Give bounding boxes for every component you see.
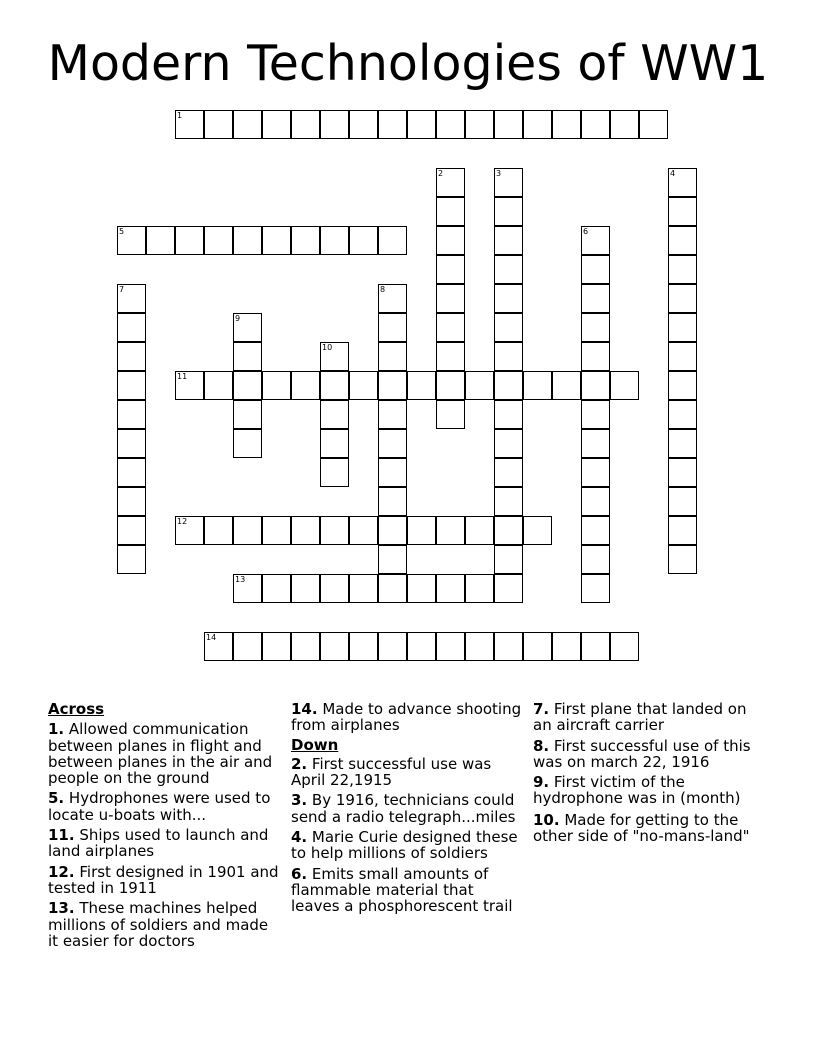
grid-cell[interactable] — [262, 632, 291, 661]
across-header: Across — [48, 700, 105, 718]
clue-down-6 — [291, 866, 523, 915]
cell-number: 13 — [235, 575, 246, 584]
cell-number: 11 — [177, 372, 188, 381]
clue-across-13 — [48, 900, 280, 949]
grid-cell[interactable] — [378, 284, 407, 313]
clue-text: Made to advance shooting from airplanes — [291, 700, 522, 735]
clue-number: 6. — [291, 864, 308, 883]
grid-cell[interactable] — [349, 371, 378, 400]
grid-cell[interactable] — [610, 632, 639, 661]
grid-cell[interactable] — [581, 545, 610, 574]
grid-cell[interactable] — [117, 458, 146, 487]
grid-cell[interactable] — [465, 574, 494, 603]
grid-cell[interactable] — [291, 226, 320, 255]
grid-cell[interactable] — [204, 516, 233, 545]
grid-cell[interactable] — [465, 371, 494, 400]
grid-cell[interactable] — [407, 632, 436, 661]
grid-cell[interactable] — [233, 110, 262, 139]
clue-down-7 — [533, 701, 765, 734]
grid-cell[interactable] — [407, 371, 436, 400]
grid-cell[interactable] — [668, 516, 697, 545]
grid-cell[interactable] — [320, 342, 349, 371]
grid-cell[interactable] — [233, 429, 262, 458]
grid-cell[interactable] — [407, 110, 436, 139]
grid-cell[interactable] — [320, 632, 349, 661]
clue-down-9 — [533, 774, 765, 807]
grid-cell[interactable] — [581, 574, 610, 603]
cell-number: 12 — [177, 517, 188, 526]
grid-cell[interactable] — [378, 110, 407, 139]
grid-cell[interactable] — [175, 516, 204, 545]
grid-cell[interactable] — [668, 313, 697, 342]
clue-down-3 — [291, 792, 523, 825]
grid-cell[interactable] — [349, 516, 378, 545]
grid-cell[interactable] — [581, 458, 610, 487]
grid-cell[interactable] — [204, 110, 233, 139]
grid-cell[interactable] — [320, 574, 349, 603]
grid-cell[interactable] — [465, 516, 494, 545]
grid-cell[interactable] — [349, 632, 378, 661]
grid-cell[interactable] — [378, 458, 407, 487]
clue-number: 7. — [533, 700, 550, 718]
grid-cell[interactable] — [465, 632, 494, 661]
clue-across-12 — [48, 864, 280, 897]
clue-text: Made for getting to the other side of "no-mans-land" — [533, 810, 750, 846]
grid-cell[interactable] — [436, 574, 465, 603]
grid-cell[interactable] — [378, 226, 407, 255]
grid-cell[interactable] — [668, 197, 697, 226]
grid-cell[interactable] — [407, 574, 436, 603]
clue-number: 13. — [48, 899, 75, 918]
grid-cell[interactable] — [378, 574, 407, 603]
grid-cell[interactable] — [436, 255, 465, 284]
clue-number: 3. — [291, 791, 308, 810]
grid-cell[interactable] — [581, 110, 610, 139]
grid-cell[interactable] — [349, 110, 378, 139]
grid-cell[interactable] — [117, 545, 146, 574]
clue-number: 14. — [291, 700, 318, 718]
grid-cell[interactable] — [320, 458, 349, 487]
grid-cell[interactable] — [233, 574, 262, 603]
grid-cell[interactable] — [320, 226, 349, 255]
grid-cell[interactable] — [494, 255, 523, 284]
grid-cell[interactable] — [320, 400, 349, 429]
grid-cell[interactable] — [668, 371, 697, 400]
grid-cell[interactable] — [175, 371, 204, 400]
grid-cell[interactable] — [668, 487, 697, 516]
grid-cell[interactable] — [436, 197, 465, 226]
grid-cell[interactable] — [233, 371, 262, 400]
clue-down-8 — [533, 738, 765, 771]
grid-cell[interactable] — [494, 574, 523, 603]
clue-text: First successful use was April 22,1915 — [291, 754, 492, 790]
grid-cell[interactable] — [349, 574, 378, 603]
grid-cell[interactable] — [378, 429, 407, 458]
grid-cell[interactable] — [552, 110, 581, 139]
grid-cell[interactable] — [494, 516, 523, 545]
grid-cell[interactable] — [320, 516, 349, 545]
grid-cell[interactable] — [117, 226, 146, 255]
grid-cell[interactable] — [378, 632, 407, 661]
grid-cell[interactable] — [291, 574, 320, 603]
grid-cell[interactable] — [494, 197, 523, 226]
grid-cell[interactable] — [465, 110, 494, 139]
grid-cell[interactable] — [291, 632, 320, 661]
grid-cell[interactable] — [349, 226, 378, 255]
grid-cell[interactable] — [581, 342, 610, 371]
clue-down-2 — [291, 756, 523, 789]
grid-cell[interactable] — [668, 458, 697, 487]
grid-cell[interactable] — [204, 632, 233, 661]
clue-text: First designed in 1901 and tested in 1911 — [48, 862, 279, 897]
grid-cell[interactable] — [291, 110, 320, 139]
grid-cell[interactable] — [175, 110, 204, 139]
clue-text: Emits small amounts of flammable material that leaves a phosphorescent trail — [291, 864, 513, 916]
clue-number: 5. — [48, 789, 65, 808]
grid-cell[interactable] — [233, 313, 262, 342]
grid-cell[interactable] — [523, 516, 552, 545]
grid-cell[interactable] — [262, 371, 291, 400]
grid-cell[interactable] — [436, 110, 465, 139]
clue-across-1 — [48, 721, 280, 786]
grid-cell[interactable] — [552, 632, 581, 661]
grid-cell[interactable] — [204, 371, 233, 400]
grid-cell[interactable] — [494, 458, 523, 487]
grid-cell[interactable] — [523, 632, 552, 661]
grid-cell[interactable] — [320, 371, 349, 400]
clue-number: 4. — [291, 828, 308, 847]
grid-cell[interactable] — [581, 255, 610, 284]
grid-cell[interactable] — [494, 110, 523, 139]
grid-cell[interactable] — [320, 110, 349, 139]
grid-cell[interactable] — [117, 516, 146, 545]
grid-cell[interactable] — [436, 632, 465, 661]
grid-cell[interactable] — [436, 516, 465, 545]
grid-cell[interactable] — [407, 516, 436, 545]
grid-cell[interactable] — [378, 371, 407, 400]
grid-cell[interactable] — [436, 226, 465, 255]
puzzle-title: Modern Technologies of WW1 — [47, 35, 769, 92]
grid-cell[interactable] — [117, 313, 146, 342]
grid-cell[interactable] — [581, 516, 610, 545]
grid-cell[interactable] — [378, 313, 407, 342]
grid-cell[interactable] — [668, 168, 697, 197]
grid-cell[interactable] — [668, 429, 697, 458]
grid-cell[interactable] — [668, 284, 697, 313]
grid-cell[interactable] — [378, 400, 407, 429]
grid-cell[interactable] — [668, 545, 697, 574]
grid-cell[interactable] — [494, 313, 523, 342]
grid-cell[interactable] — [117, 371, 146, 400]
cell-number: 14 — [206, 633, 217, 642]
clue-text: These machines helped millions of soldiers and made it easier for doctors — [48, 899, 269, 950]
clue-text: By 1916, technicians could send a radio telegraph...miles — [291, 791, 516, 826]
cell-number: 3 — [496, 169, 502, 178]
cell-number: 6 — [583, 227, 589, 236]
grid-cell[interactable] — [117, 284, 146, 313]
grid-cell[interactable] — [639, 110, 668, 139]
clue-text: Allowed communication between planes in flight and between planes in the air and people on the ground — [48, 720, 273, 788]
cell-number: 7 — [119, 285, 125, 294]
clue-across-14 — [291, 701, 523, 734]
grid-cell[interactable] — [436, 371, 465, 400]
grid-cell[interactable] — [378, 487, 407, 516]
cell-number: 2 — [438, 169, 444, 178]
clue-across-5 — [48, 790, 280, 823]
grid-cell[interactable] — [668, 400, 697, 429]
grid-cell[interactable] — [117, 487, 146, 516]
cell-number: 10 — [322, 343, 333, 352]
clue-text: First successful use of this was on march 22, 1916 — [533, 736, 751, 771]
clue-across-11 — [48, 827, 280, 860]
cell-number: 9 — [235, 314, 241, 323]
grid-cell[interactable] — [262, 516, 291, 545]
clue-text: First plane that landed on an aircraft carrier — [533, 700, 747, 735]
down-header: Down — [291, 735, 339, 754]
grid-cell[interactable] — [436, 400, 465, 429]
clue-number: 11. — [48, 826, 75, 845]
grid-cell[interactable] — [581, 632, 610, 661]
cell-number: 5 — [119, 227, 125, 236]
clue-text: Ships used to launch and land airplanes — [48, 826, 269, 861]
clues-column-1 — [48, 701, 280, 949]
grid-cell[interactable] — [175, 226, 204, 255]
grid-cell[interactable] — [436, 168, 465, 197]
grid-cell[interactable] — [117, 400, 146, 429]
grid-cell[interactable] — [581, 429, 610, 458]
grid-cell[interactable] — [581, 284, 610, 313]
grid-cell[interactable] — [494, 226, 523, 255]
grid-cell[interactable] — [581, 487, 610, 516]
grid-cell[interactable] — [494, 342, 523, 371]
grid-cell[interactable] — [494, 487, 523, 516]
clue-text: Marie Curie designed these to help millions of soldiers — [291, 828, 518, 863]
grid-cell[interactable] — [494, 632, 523, 661]
grid-cell[interactable] — [523, 110, 552, 139]
grid-cell[interactable] — [581, 226, 610, 255]
grid-cell[interactable] — [494, 429, 523, 458]
grid-cell[interactable] — [494, 371, 523, 400]
clue-text: Hydrophones were used to locate u-boats with... — [48, 789, 271, 824]
clues-column-2 — [291, 701, 523, 915]
grid-cell[interactable] — [233, 226, 262, 255]
clue-number: 10. — [533, 810, 560, 829]
grid-cell[interactable] — [378, 342, 407, 371]
cell-number: 4 — [670, 169, 676, 178]
grid-cell[interactable] — [581, 371, 610, 400]
grid-cell[interactable] — [668, 255, 697, 284]
grid-cell[interactable] — [320, 429, 349, 458]
clue-number: 9. — [533, 773, 550, 792]
clue-text: First victim of the hydrophone was in (month) — [533, 773, 741, 808]
grid-cell[interactable] — [233, 632, 262, 661]
clues-column-3 — [533, 701, 765, 844]
grid-cell[interactable] — [117, 342, 146, 371]
grid-cell[interactable] — [668, 342, 697, 371]
grid-cell[interactable] — [291, 371, 320, 400]
grid-cell[interactable] — [378, 545, 407, 574]
clue-down-10 — [533, 812, 765, 845]
grid-cell[interactable] — [610, 371, 639, 400]
grid-cell[interactable] — [581, 313, 610, 342]
grid-cell[interactable] — [436, 284, 465, 313]
grid-cell[interactable] — [117, 429, 146, 458]
grid-cell[interactable] — [378, 516, 407, 545]
grid-cell[interactable] — [494, 545, 523, 574]
grid-cell[interactable] — [494, 168, 523, 197]
clue-number: 12. — [48, 862, 75, 881]
grid-cell[interactable] — [581, 400, 610, 429]
grid-cell[interactable] — [552, 371, 581, 400]
grid-cell[interactable] — [668, 226, 697, 255]
grid-cell[interactable] — [494, 284, 523, 313]
grid-cell[interactable] — [146, 226, 175, 255]
cell-number: 8 — [380, 285, 386, 294]
grid-cell[interactable] — [262, 110, 291, 139]
grid-cell[interactable] — [523, 371, 552, 400]
clue-number: 1. — [48, 720, 65, 739]
grid-cell[interactable] — [291, 516, 320, 545]
grid-cell[interactable] — [233, 516, 262, 545]
clue-number: 2. — [291, 754, 308, 773]
clue-number: 8. — [533, 736, 550, 755]
grid-cell[interactable] — [262, 574, 291, 603]
grid-cell[interactable] — [436, 342, 465, 371]
grid-cell[interactable] — [233, 400, 262, 429]
grid-cell[interactable] — [204, 226, 233, 255]
grid-cell[interactable] — [262, 226, 291, 255]
grid-cell[interactable] — [610, 110, 639, 139]
clue-down-4 — [291, 829, 523, 862]
grid-cell[interactable] — [436, 313, 465, 342]
grid-cell[interactable] — [233, 342, 262, 371]
grid-cell[interactable] — [494, 400, 523, 429]
cell-number: 1 — [177, 111, 183, 120]
